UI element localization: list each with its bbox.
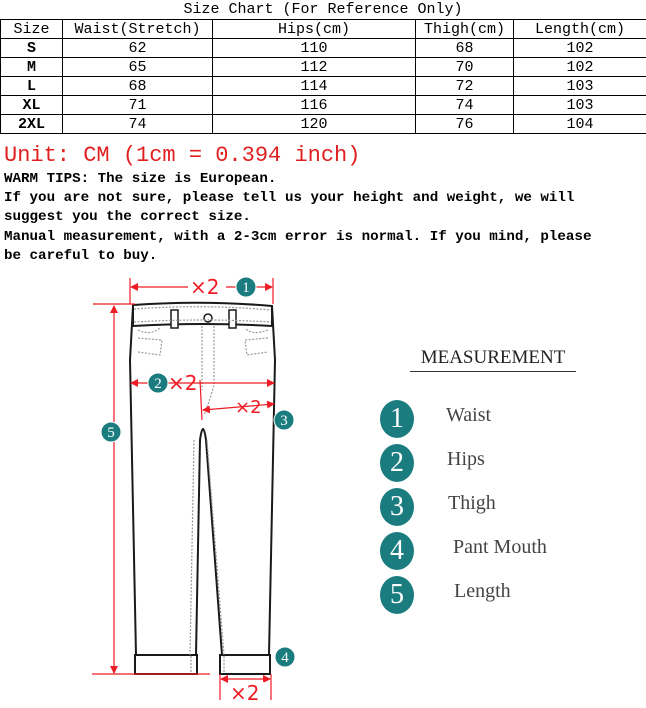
legend-label: Thigh: [448, 492, 496, 514]
length-cell: 102: [514, 58, 646, 77]
hips-cell: 112: [213, 58, 416, 77]
svg-text:×2: ×2: [235, 397, 262, 418]
size-chart-table: [0, 19, 646, 134]
legend-label: Length: [454, 580, 511, 602]
tip-line: If you are not sure, please tell us your height and weight, we will: [4, 190, 575, 207]
table-row: [1, 96, 646, 115]
table-row: [1, 58, 646, 77]
waist-cell: 68: [63, 77, 213, 96]
header-length: Length(cm): [514, 20, 646, 39]
header-waist: Waist(Stretch): [63, 20, 213, 39]
number-2-icon: 2: [380, 444, 414, 482]
length-cell: 103: [514, 96, 646, 115]
table-row: [1, 77, 646, 96]
waist-cell: 71: [63, 96, 213, 115]
tip-line: be careful to buy.: [4, 247, 158, 264]
length-cell: 103: [514, 77, 646, 96]
svg-text:4: 4: [281, 650, 289, 666]
svg-text:3: 3: [280, 413, 288, 429]
number-5-icon: 5: [380, 576, 414, 614]
legend-label: Hips: [447, 448, 485, 470]
thigh-cell: 70: [416, 58, 514, 77]
measurement-lines: [92, 278, 274, 700]
size-cell: S: [1, 39, 63, 58]
legend-title: MEASUREMENT: [410, 345, 576, 372]
thigh-cell: 68: [416, 39, 514, 58]
header-thigh: Thigh(cm): [416, 20, 514, 39]
size-cell: XL: [1, 96, 63, 115]
size-cell: M: [1, 58, 63, 77]
length-cell: 102: [514, 39, 646, 58]
hips-cell: 110: [213, 39, 416, 58]
svg-text:×2: ×2: [168, 371, 198, 395]
header-hips: Hips(cm): [213, 20, 416, 39]
size-cell: 2XL: [1, 115, 63, 134]
table-row: [1, 115, 646, 134]
waist-cell: 74: [63, 115, 213, 134]
length-cell: 104: [514, 115, 646, 134]
svg-text:5: 5: [107, 425, 115, 441]
diagram-markers: [101, 277, 295, 667]
tip-line: suggest you the correct size.: [4, 209, 251, 226]
pants-measurement-diagram: [0, 270, 646, 708]
waist-cell: 62: [63, 39, 213, 58]
waist-cell: 65: [63, 58, 213, 77]
number-4-icon: 4: [380, 532, 414, 570]
thigh-cell: 76: [416, 115, 514, 134]
legend-label: Pant Mouth: [453, 536, 547, 558]
header-size: Size: [1, 20, 63, 39]
unit-note: Unit: CM (1cm = 0.394 inch): [4, 143, 361, 168]
table-header-row: [1, 20, 646, 39]
hips-cell: 116: [213, 96, 416, 115]
size-cell: L: [1, 77, 63, 96]
number-3-icon: 3: [380, 488, 414, 526]
tip-line: WARM TIPS: The size is European.: [4, 171, 277, 187]
svg-text:1: 1: [242, 280, 250, 296]
thigh-cell: 72: [416, 77, 514, 96]
table-row: [1, 39, 646, 58]
svg-text:2: 2: [154, 376, 162, 392]
size-chart-title: Size Chart (For Reference Only): [183, 1, 463, 18]
number-1-icon: 1: [380, 400, 414, 438]
legend-label: Waist: [446, 404, 492, 426]
tip-line: Manual measurement, with a 2-3cm error is normal. If you mind, please: [4, 228, 592, 245]
thigh-cell: 74: [416, 96, 514, 115]
svg-text:×2: ×2: [190, 275, 220, 299]
svg-text:×2: ×2: [230, 681, 260, 705]
hips-cell: 120: [213, 115, 416, 134]
warm-tips: [4, 170, 644, 266]
hips-cell: 114: [213, 77, 416, 96]
